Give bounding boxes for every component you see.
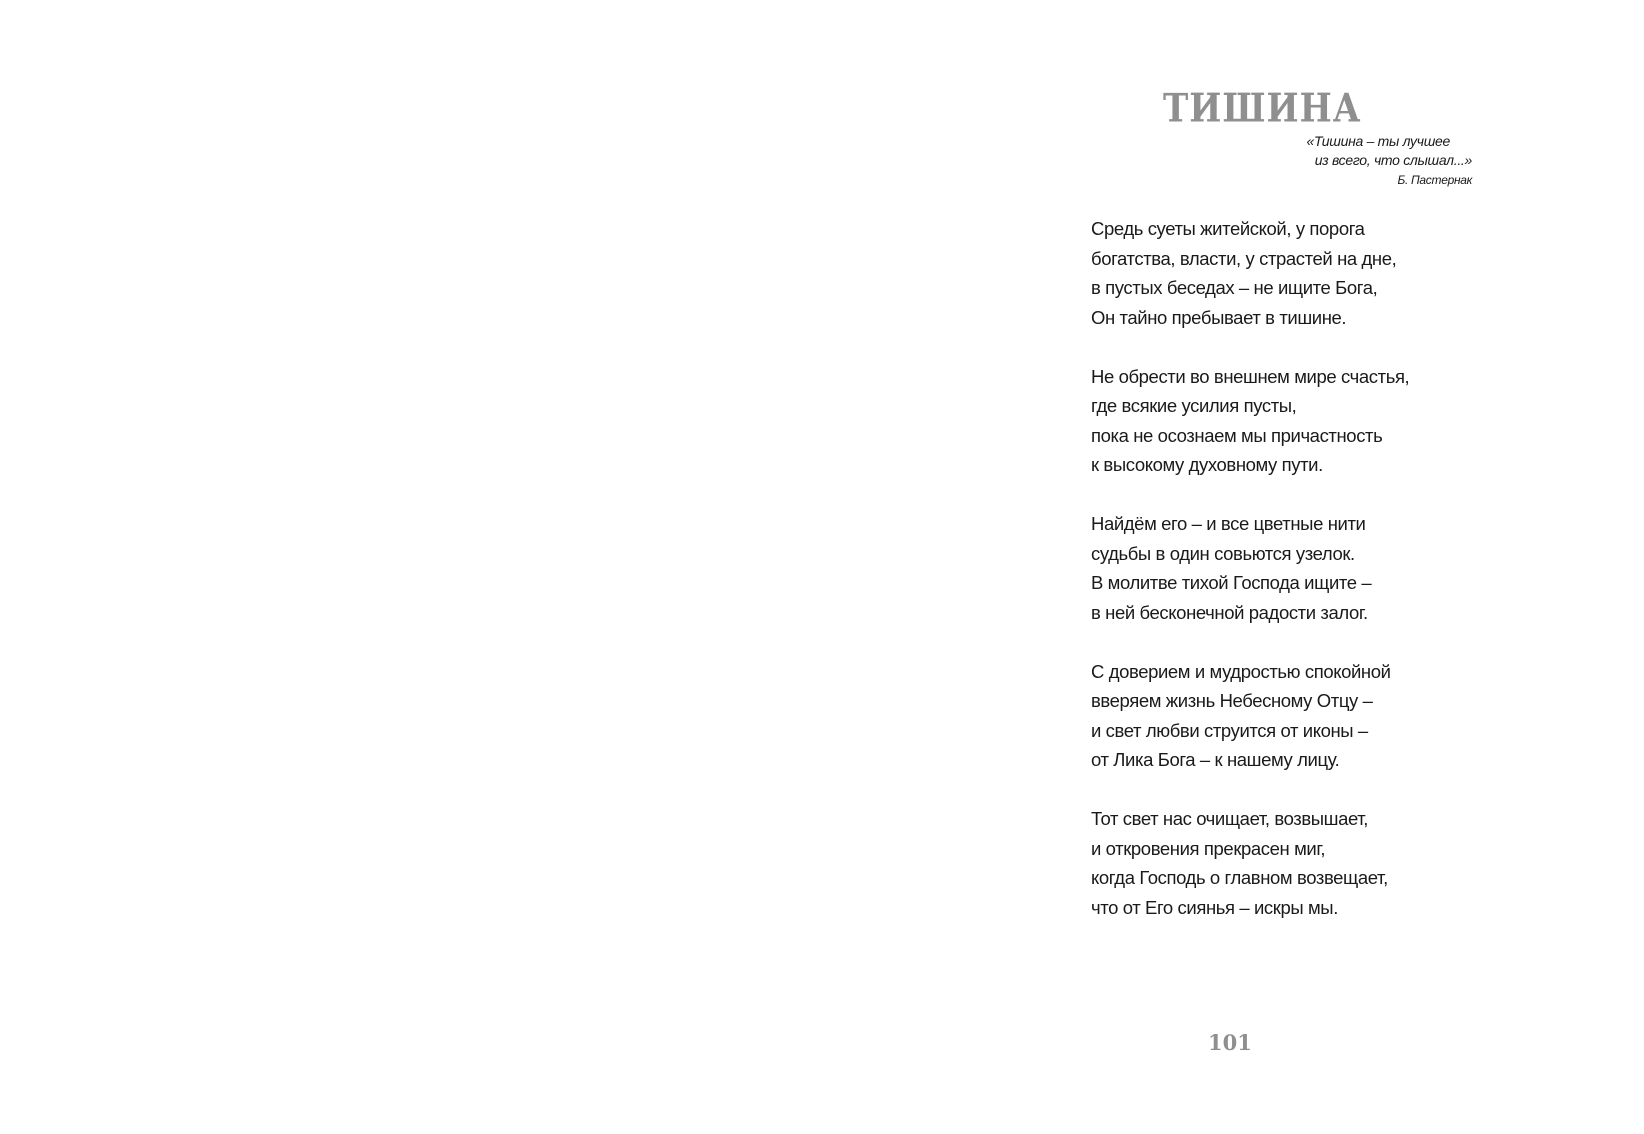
poem-line: где всякие усилия пусты, [1091, 395, 1297, 416]
poem-line: Он тайно пребывает в тишине. [1091, 306, 1347, 328]
poem-line: вверяем жизнь Небесному Отцу – [1091, 690, 1373, 711]
poem-line: С доверием и мудростью спокойной [1091, 660, 1391, 682]
poem-line: и свет любви струится от иконы – [1091, 719, 1368, 741]
poem-line: в пустых беседах – не ищите Бога, [1091, 277, 1378, 298]
poem-line: В молитве тихой Господа ищите – [1091, 572, 1372, 593]
poem-title: ТИШИНА [1163, 86, 1362, 132]
poem-line: богатства, власти, у страстей на дне, [1091, 247, 1397, 269]
epigraph-line: «Тишина – ты лучшее [1306, 133, 1450, 149]
poem-line: пока не осознаем мы причастность [1091, 424, 1383, 446]
stanza [1091, 214, 1409, 332]
epigraph [1307, 132, 1472, 190]
epigraph-author: Б. Пастернак [1397, 173, 1472, 187]
stanza [1091, 657, 1409, 775]
poem-line: Средь суеты житейской, у порога [1091, 218, 1365, 239]
poem-line: Не обрести во внешнем мире счастья, [1091, 365, 1410, 387]
stanza [1091, 804, 1409, 922]
page-number: 101 [1208, 1030, 1252, 1055]
stanza [1091, 362, 1409, 480]
poem-line: Тот свет нас очищает, возвышает, [1091, 808, 1369, 829]
poem-body [1091, 214, 1409, 952]
poem-line: от Лика Бога – к нашему лицу. [1091, 749, 1340, 770]
stanza [1091, 509, 1409, 627]
poem-line: к высокому духовному пути. [1091, 454, 1323, 475]
poem-line: что от Его сиянья – искры мы. [1091, 896, 1338, 918]
epigraph-line: из всего, что слышал...» [1314, 152, 1472, 168]
poem-line: и откровения прекрасен миг, [1091, 837, 1326, 859]
poem-line: в ней бесконечной радости залог. [1091, 601, 1368, 623]
poem-line: Найдём его – и все цветные нити [1091, 513, 1366, 534]
poem-line: судьбы в один совьются узелок. [1091, 542, 1355, 564]
poem-line: когда Господь о главном возвещает, [1091, 867, 1388, 888]
